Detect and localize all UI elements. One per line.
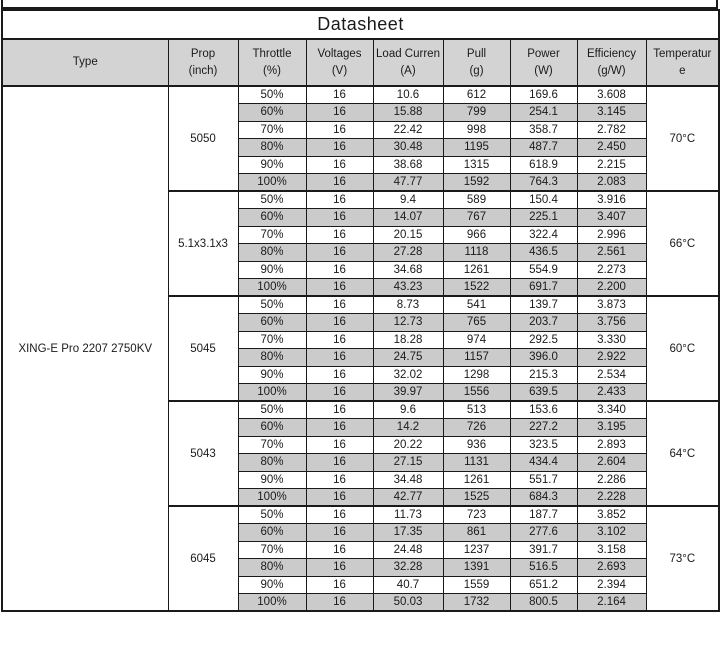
pull-cell: 1525 (443, 489, 510, 507)
load-current-cell: 14.2 (373, 419, 443, 437)
voltage-cell: 16 (306, 401, 373, 419)
throttle-cell: 100% (238, 174, 306, 192)
temperature-cell: 66°C (646, 191, 719, 296)
column-header-efficiency (577, 39, 646, 86)
throttle-cell: 60% (238, 419, 306, 437)
voltage-cell: 16 (306, 524, 373, 542)
load-current-cell: 9.6 (373, 401, 443, 419)
voltage-cell: 16 (306, 279, 373, 297)
throttle-cell: 60% (238, 314, 306, 332)
pull-cell: 799 (443, 104, 510, 122)
header-line2: (inch) (188, 64, 218, 77)
load-current-cell: 24.48 (373, 541, 443, 559)
efficiency-cell: 2.433 (577, 384, 646, 402)
load-current-cell: 18.28 (373, 331, 443, 349)
power-cell: 139.7 (510, 296, 577, 314)
pull-cell: 1237 (443, 541, 510, 559)
load-current-cell: 11.73 (373, 506, 443, 524)
header-line1: Load Curren (376, 47, 440, 60)
throttle-cell: 50% (238, 296, 306, 314)
efficiency-cell: 2.782 (577, 121, 646, 139)
power-cell: 215.3 (510, 366, 577, 384)
load-current-cell: 12.73 (373, 314, 443, 332)
load-current-cell: 32.02 (373, 366, 443, 384)
throttle-cell: 70% (238, 121, 306, 139)
header-line1: Efficiency (586, 47, 636, 60)
load-current-cell: 22.42 (373, 121, 443, 139)
pull-cell: 612 (443, 86, 510, 104)
efficiency-cell: 2.561 (577, 244, 646, 262)
pull-cell: 1195 (443, 139, 510, 157)
voltage-cell: 16 (306, 384, 373, 402)
efficiency-cell: 2.228 (577, 489, 646, 507)
efficiency-cell: 3.873 (577, 296, 646, 314)
pull-cell: 1157 (443, 349, 510, 367)
header-line2: (%) (263, 64, 281, 77)
voltage-cell: 16 (306, 244, 373, 262)
efficiency-cell: 3.145 (577, 104, 646, 122)
efficiency-cell: 2.534 (577, 366, 646, 384)
column-header-prop (168, 39, 238, 86)
pull-cell: 861 (443, 524, 510, 542)
efficiency-cell: 3.608 (577, 86, 646, 104)
efficiency-cell: 3.407 (577, 209, 646, 227)
throttle-cell: 50% (238, 86, 306, 104)
column-header-power (510, 39, 577, 86)
power-cell: 800.5 (510, 594, 577, 612)
load-current-cell: 20.22 (373, 436, 443, 454)
efficiency-cell: 3.916 (577, 191, 646, 209)
throttle-cell: 60% (238, 209, 306, 227)
power-cell: 391.7 (510, 541, 577, 559)
power-cell: 691.7 (510, 279, 577, 297)
temperature-cell: 64°C (646, 401, 719, 506)
temperature-cell: 73°C (646, 506, 719, 611)
throttle-cell: 80% (238, 559, 306, 577)
voltage-cell: 16 (306, 366, 373, 384)
datasheet-body (2, 86, 719, 611)
pull-cell: 1131 (443, 454, 510, 472)
header-line1: Prop (190, 47, 216, 60)
pull-cell: 765 (443, 314, 510, 332)
voltage-cell: 16 (306, 226, 373, 244)
throttle-cell: 50% (238, 401, 306, 419)
pull-cell: 1732 (443, 594, 510, 612)
pull-cell: 1391 (443, 559, 510, 577)
load-current-cell: 14.07 (373, 209, 443, 227)
power-cell: 684.3 (510, 489, 577, 507)
power-cell: 516.5 (510, 559, 577, 577)
pull-cell: 1261 (443, 471, 510, 489)
pull-cell: 589 (443, 191, 510, 209)
voltage-cell: 16 (306, 296, 373, 314)
pull-cell: 998 (443, 121, 510, 139)
header-line1: Throttle (252, 47, 292, 60)
throttle-cell: 90% (238, 576, 306, 594)
power-cell: 487.7 (510, 139, 577, 157)
power-cell: 277.6 (510, 524, 577, 542)
efficiency-cell: 3.330 (577, 331, 646, 349)
data-row (2, 86, 719, 104)
power-cell: 323.5 (510, 436, 577, 454)
power-cell: 651.2 (510, 576, 577, 594)
pull-cell: 1118 (443, 244, 510, 262)
efficiency-cell: 2.083 (577, 174, 646, 192)
voltage-cell: 16 (306, 489, 373, 507)
voltage-cell: 16 (306, 349, 373, 367)
efficiency-cell: 2.164 (577, 594, 646, 612)
power-cell: 639.5 (510, 384, 577, 402)
efficiency-cell: 2.394 (577, 576, 646, 594)
column-header-temperatur (646, 39, 719, 86)
throttle-cell: 50% (238, 191, 306, 209)
load-current-cell: 40.7 (373, 576, 443, 594)
power-cell: 322.4 (510, 226, 577, 244)
voltage-cell: 16 (306, 471, 373, 489)
power-cell: 358.7 (510, 121, 577, 139)
throttle-cell: 80% (238, 349, 306, 367)
pull-cell: 767 (443, 209, 510, 227)
throttle-cell: 70% (238, 331, 306, 349)
pull-cell: 1556 (443, 384, 510, 402)
load-current-cell: 27.28 (373, 244, 443, 262)
pull-cell: 936 (443, 436, 510, 454)
pull-cell: 1261 (443, 261, 510, 279)
load-current-cell: 34.48 (373, 471, 443, 489)
title-row (2, 10, 719, 39)
efficiency-cell: 2.922 (577, 349, 646, 367)
power-cell: 254.1 (510, 104, 577, 122)
efficiency-cell: 3.102 (577, 524, 646, 542)
load-current-cell: 24.75 (373, 349, 443, 367)
voltage-cell: 16 (306, 506, 373, 524)
throttle-cell: 90% (238, 261, 306, 279)
temperature-cell: 70°C (646, 86, 719, 191)
throttle-cell: 50% (238, 506, 306, 524)
throttle-cell: 70% (238, 436, 306, 454)
voltage-cell: 16 (306, 541, 373, 559)
voltage-cell: 16 (306, 174, 373, 192)
pull-cell: 1522 (443, 279, 510, 297)
efficiency-cell: 3.756 (577, 314, 646, 332)
throttle-cell: 100% (238, 489, 306, 507)
efficiency-cell: 2.693 (577, 559, 646, 577)
efficiency-cell: 2.450 (577, 139, 646, 157)
power-cell: 436.5 (510, 244, 577, 262)
voltage-cell: 16 (306, 331, 373, 349)
power-cell: 434.4 (510, 454, 577, 472)
power-cell: 618.9 (510, 156, 577, 174)
page-title: Datasheet (2, 10, 719, 39)
throttle-cell: 80% (238, 244, 306, 262)
load-current-cell: 50.03 (373, 594, 443, 612)
load-current-cell: 10.6 (373, 86, 443, 104)
load-current-cell: 15.88 (373, 104, 443, 122)
header-line2: (g/W) (597, 64, 626, 77)
power-cell: 150.4 (510, 191, 577, 209)
throttle-cell: 90% (238, 156, 306, 174)
pull-cell: 723 (443, 506, 510, 524)
voltage-cell: 16 (306, 436, 373, 454)
header-line1: Voltages (317, 47, 362, 60)
power-cell: 169.6 (510, 86, 577, 104)
pull-cell: 541 (443, 296, 510, 314)
power-cell: 396.0 (510, 349, 577, 367)
load-current-cell: 38.68 (373, 156, 443, 174)
voltage-cell: 16 (306, 86, 373, 104)
throttle-cell: 70% (238, 226, 306, 244)
column-header-pull (443, 39, 510, 86)
pull-cell: 966 (443, 226, 510, 244)
prop-cell: 6045 (168, 506, 238, 611)
throttle-cell: 80% (238, 454, 306, 472)
pull-cell: 1315 (443, 156, 510, 174)
column-header-load-curren (373, 39, 443, 86)
load-current-cell: 47.77 (373, 174, 443, 192)
prop-cell: 5050 (168, 86, 238, 191)
power-cell: 225.1 (510, 209, 577, 227)
header-line1: Temperatur (653, 47, 712, 60)
pull-cell: 1559 (443, 576, 510, 594)
load-current-cell: 30.48 (373, 139, 443, 157)
efficiency-cell: 2.200 (577, 279, 646, 297)
efficiency-cell: 3.195 (577, 419, 646, 437)
efficiency-cell: 3.340 (577, 401, 646, 419)
voltage-cell: 16 (306, 594, 373, 612)
voltage-cell: 16 (306, 261, 373, 279)
load-current-cell: 32.28 (373, 559, 443, 577)
throttle-cell: 90% (238, 366, 306, 384)
power-cell: 187.7 (510, 506, 577, 524)
power-cell: 203.7 (510, 314, 577, 332)
load-current-cell: 9.4 (373, 191, 443, 209)
header-line1: Pull (466, 47, 487, 60)
clipped-top-row (1, 0, 718, 9)
load-current-cell: 42.77 (373, 489, 443, 507)
power-cell: 153.6 (510, 401, 577, 419)
header-line2: (W) (534, 64, 553, 77)
throttle-cell: 60% (238, 104, 306, 122)
column-header-row (2, 39, 719, 86)
pull-cell: 1298 (443, 366, 510, 384)
efficiency-cell: 2.996 (577, 226, 646, 244)
efficiency-cell: 3.158 (577, 541, 646, 559)
power-cell: 292.5 (510, 331, 577, 349)
power-cell: 554.9 (510, 261, 577, 279)
header-line2: (V) (331, 64, 348, 77)
efficiency-cell: 3.852 (577, 506, 646, 524)
pull-cell: 726 (443, 419, 510, 437)
voltage-cell: 16 (306, 314, 373, 332)
load-current-cell: 17.35 (373, 524, 443, 542)
prop-cell: 5045 (168, 296, 238, 401)
load-current-cell: 43.23 (373, 279, 443, 297)
throttle-cell: 90% (238, 471, 306, 489)
prop-cell: 5.1x3.1x3 (168, 191, 238, 296)
prop-cell: 5043 (168, 401, 238, 506)
load-current-cell: 34.68 (373, 261, 443, 279)
throttle-cell: 80% (238, 139, 306, 157)
efficiency-cell: 2.893 (577, 436, 646, 454)
throttle-cell: 100% (238, 279, 306, 297)
column-header-type (2, 39, 168, 86)
load-current-cell: 39.97 (373, 384, 443, 402)
voltage-cell: 16 (306, 209, 373, 227)
temperature-cell: 60°C (646, 296, 719, 401)
voltage-cell: 16 (306, 419, 373, 437)
header-line2: (A) (400, 64, 416, 77)
column-header-voltages (306, 39, 373, 86)
pull-cell: 1592 (443, 174, 510, 192)
pull-cell: 974 (443, 331, 510, 349)
voltage-cell: 16 (306, 156, 373, 174)
datasheet-table (1, 9, 720, 612)
load-current-cell: 20.15 (373, 226, 443, 244)
column-header-throttle (238, 39, 306, 86)
efficiency-cell: 2.273 (577, 261, 646, 279)
voltage-cell: 16 (306, 191, 373, 209)
type-cell: XING-E Pro 2207 2750KV (2, 86, 168, 611)
efficiency-cell: 2.215 (577, 156, 646, 174)
header-line2: e (679, 64, 686, 77)
load-current-cell: 27.15 (373, 454, 443, 472)
efficiency-cell: 2.604 (577, 454, 646, 472)
voltage-cell: 16 (306, 104, 373, 122)
throttle-cell: 100% (238, 594, 306, 612)
header-line1: Power (527, 47, 560, 60)
throttle-cell: 70% (238, 541, 306, 559)
voltage-cell: 16 (306, 121, 373, 139)
voltage-cell: 16 (306, 454, 373, 472)
pull-cell: 513 (443, 401, 510, 419)
header-line2: (g) (469, 64, 484, 77)
power-cell: 227.2 (510, 419, 577, 437)
efficiency-cell: 2.286 (577, 471, 646, 489)
voltage-cell: 16 (306, 139, 373, 157)
power-cell: 764.3 (510, 174, 577, 192)
voltage-cell: 16 (306, 576, 373, 594)
throttle-cell: 100% (238, 384, 306, 402)
throttle-cell: 60% (238, 524, 306, 542)
header-line1: Type (72, 56, 98, 69)
voltage-cell: 16 (306, 559, 373, 577)
load-current-cell: 8.73 (373, 296, 443, 314)
power-cell: 551.7 (510, 471, 577, 489)
